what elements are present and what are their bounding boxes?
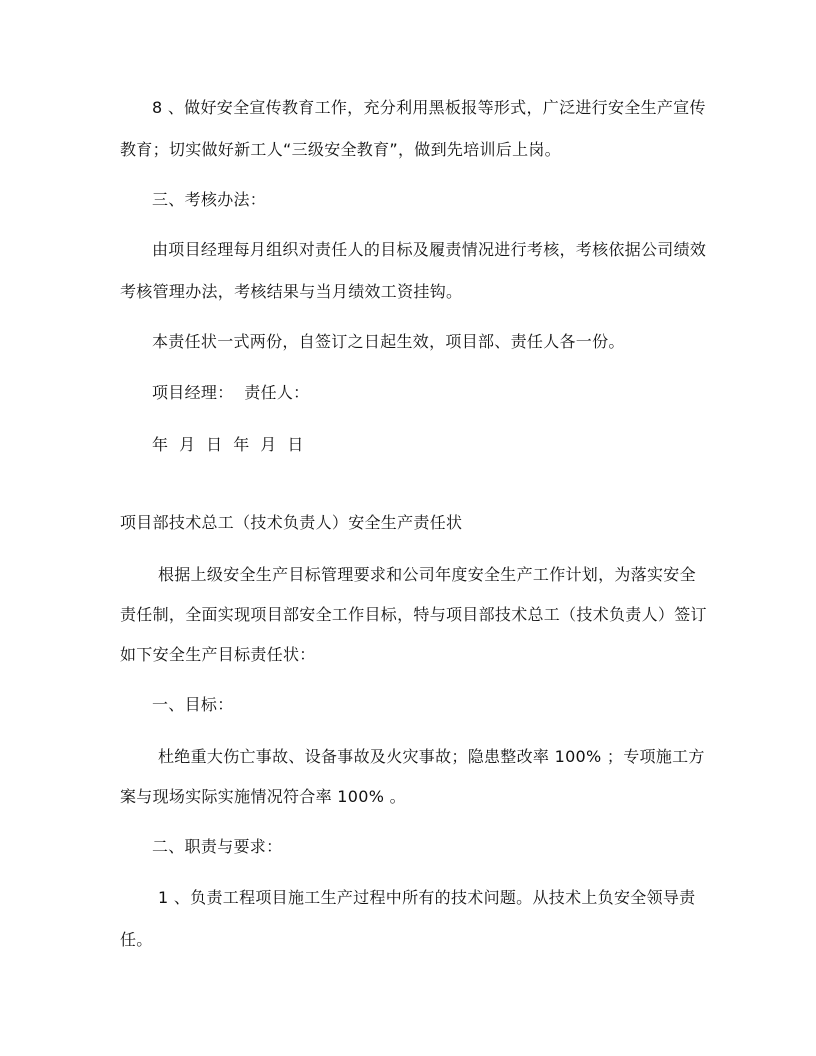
- paragraph-line: 责任制，全面实现项目部安全工作目标，特与项目部技术总工（技术负责人）签订: [120, 605, 707, 624]
- paragraph-line: 由项目经理每月组织对责任人的目标及履责情况进行考核，考核依据公司绩效: [152, 240, 707, 259]
- paragraph-line: 如下安全生产目标责任状：: [120, 645, 316, 664]
- paragraph-line: 杜绝重大伤亡事故、设备事故及火灾事故；隐患整改率 100% ；专项施工方: [158, 747, 705, 766]
- paragraph-line: 案与现场实际实施情况符合率 100% 。: [120, 787, 406, 806]
- document-title: 项目部技术总工（技术负责人）安全生产责任状: [120, 513, 463, 532]
- paragraph-line: 任。: [120, 930, 153, 949]
- paragraph-line: 1 、负责工程项目施工生产过程中所有的技术问题。从技术上负安全领导责: [158, 888, 696, 907]
- paragraph-line: 8 、做好安全宣传教育工作，充分利用黑板报等形式，广泛进行安全生产宣传: [152, 98, 706, 117]
- date-line: 年 月 日 年 月 日: [152, 435, 304, 454]
- section-heading: 一、目标：: [152, 695, 234, 714]
- section-heading: 二、职责与要求：: [152, 837, 283, 856]
- paragraph-line: 考核管理办法，考核结果与当月绩效工资挂钩。: [120, 282, 463, 301]
- paragraph-line: 根据上级安全生产目标管理要求和公司年度安全生产工作计划，为落实安全: [158, 565, 696, 584]
- signature-line: 项目经理： 责任人：: [152, 383, 310, 402]
- section-heading: 三、考核办法：: [152, 190, 267, 209]
- paragraph-line: 教育；切实做好新工人“三级安全教育”，做到先培训后上岗。: [120, 140, 561, 159]
- paragraph-line: 本责任状一式两份，自签订之日起生效，项目部、责任人各一份。: [152, 332, 625, 351]
